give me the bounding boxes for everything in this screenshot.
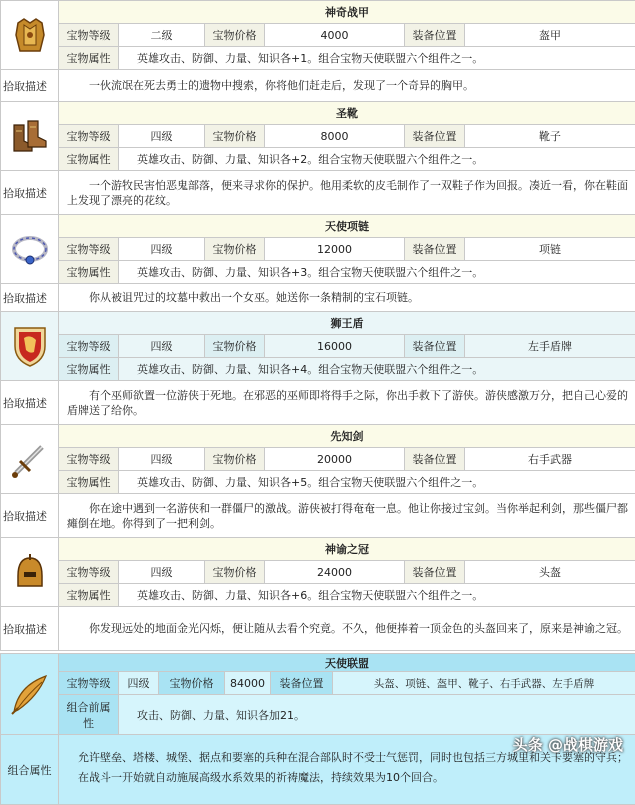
item-icon-cell bbox=[1, 538, 59, 607]
pickup-text: 你从被诅咒过的坟墓中救出一个女巫。她送你一条精制的宝石项链。 bbox=[59, 284, 635, 312]
slot-label: 装备位置 bbox=[405, 125, 465, 148]
price-label: 宝物价格 bbox=[205, 448, 265, 471]
combo-desc-line-2: 在战斗一开始就自动施展高级水系效果的祈祷魔法，持续效果为10个回合。 bbox=[67, 770, 629, 786]
attr-value: 英雄攻击、防御、力量、知识各+4。组合宝物天使联盟六个组件之一。 bbox=[119, 358, 635, 381]
level-label: 宝物等级 bbox=[59, 125, 119, 148]
item-icon-cell bbox=[1, 102, 59, 171]
item-icon-cell bbox=[1, 215, 59, 284]
pickup-label: 拾取描述 bbox=[1, 607, 59, 651]
pickup-label: 拾取描述 bbox=[1, 284, 59, 312]
pickup-text: 有个巫师欲置一位游侠于死地。在邪恶的巫师即将得手之际，你出手救下了游侠。游侠感激万分，把自己心爱的盾牌送了给你。 bbox=[59, 381, 635, 425]
slot-value: 项链 bbox=[465, 238, 635, 261]
item-attr-row bbox=[1, 584, 635, 607]
price-label: 宝物价格 bbox=[205, 238, 265, 261]
slot-label: 装备位置 bbox=[405, 335, 465, 358]
combo-attr-label: 组合属性 bbox=[1, 735, 59, 805]
level-label: 宝物等级 bbox=[59, 24, 119, 47]
pickup-label: 拾取描述 bbox=[1, 381, 59, 425]
slot-label: 装备位置 bbox=[405, 238, 465, 261]
level-value: 四级 bbox=[119, 238, 205, 261]
pickup-text: 一伙流氓在死去勇士的遗物中搜索，你将他们赶走后，发现了一个奇异的胸甲。 bbox=[59, 70, 635, 102]
watermark: 头条 @战棋游戏 bbox=[513, 734, 623, 755]
attr-value: 英雄攻击、防御、力量、知识各+6。组合宝物天使联盟六个组件之一。 bbox=[119, 584, 635, 607]
item-name: 先知剑 bbox=[59, 425, 635, 448]
helmet-icon bbox=[12, 552, 48, 592]
item-info-row bbox=[1, 335, 635, 358]
level-value: 四级 bbox=[119, 125, 205, 148]
slot-value: 头盔 bbox=[465, 561, 635, 584]
boots-icon bbox=[10, 119, 50, 153]
combo-price: 84000 bbox=[225, 672, 271, 695]
slot-label: 装备位置 bbox=[405, 24, 465, 47]
level-value: 四级 bbox=[119, 335, 205, 358]
combo-title-row bbox=[1, 654, 635, 672]
angel-feather-icon bbox=[8, 672, 52, 716]
price-value: 8000 bbox=[265, 125, 405, 148]
pickup-text: 你发现远处的地面金光闪烁，便让随从去看个究竟。不久，他便捧着一顶金色的头盔回来了，原来是神谕之冠。 bbox=[59, 607, 635, 651]
item-icon-cell bbox=[1, 425, 59, 494]
breastplate-icon bbox=[10, 15, 50, 55]
slot-value: 靴子 bbox=[465, 125, 635, 148]
combo-name: 天使联盟 bbox=[59, 654, 635, 672]
attr-label: 宝物属性 bbox=[59, 148, 119, 171]
combo-level: 四级 bbox=[119, 672, 159, 695]
price-label: 宝物价格 bbox=[205, 24, 265, 47]
level-value: 四级 bbox=[119, 448, 205, 471]
attr-label: 宝物属性 bbox=[59, 584, 119, 607]
item-name: 神奇战甲 bbox=[59, 1, 635, 24]
item-title-row bbox=[1, 312, 635, 335]
item-attr-row bbox=[1, 358, 635, 381]
sword-icon bbox=[10, 439, 50, 479]
attr-value: 英雄攻击、防御、力量、知识各+5。组合宝物天使联盟六个组件之一。 bbox=[119, 471, 635, 494]
attr-value: 英雄攻击、防御、力量、知识各+1。组合宝物天使联盟六个组件之一。 bbox=[119, 47, 635, 70]
combo-pre-attr-value: 攻击、防御、力量、知识各加21。 bbox=[119, 695, 635, 735]
item-icon-cell bbox=[1, 1, 59, 70]
attr-label: 宝物属性 bbox=[59, 471, 119, 494]
item-title-row bbox=[1, 425, 635, 448]
item-info-row bbox=[1, 24, 635, 47]
item-title-row bbox=[1, 215, 635, 238]
lion-shield-icon bbox=[12, 324, 48, 368]
attr-value: 英雄攻击、防御、力量、知识各+3。组合宝物天使联盟六个组件之一。 bbox=[119, 261, 635, 284]
necklace-icon bbox=[10, 232, 50, 266]
price-label: 宝物价格 bbox=[205, 561, 265, 584]
price-value: 12000 bbox=[265, 238, 405, 261]
combo-desc-line-1: 允许壁垒、塔楼、城堡、据点和要塞的兵种在混合部队时不受士气惩罚，同时也包括三方城里和关卡要塞的守兵； bbox=[67, 750, 629, 766]
combo-pre-attr-row bbox=[1, 695, 635, 735]
pickup-text: 一个游牧民害怕恶鬼部落，便来寻求你的保护。他用柔软的皮毛制作了一双鞋子作为回报。凑近一看，你在鞋面上发现了漂亮的花纹。 bbox=[59, 171, 635, 215]
attr-label: 宝物属性 bbox=[59, 47, 119, 70]
item-attr-row bbox=[1, 471, 635, 494]
pickup-text: 你在途中遇到一名游侠和一群僵尸的激战。游侠被打得奄奄一息。他让你接过宝剑。当你举起利剑，那些僵尸都瘫倒在地。你得到了一把利剑。 bbox=[59, 494, 635, 538]
item-name: 狮王盾 bbox=[59, 312, 635, 335]
combo-pre-attr-label: 组合前属性 bbox=[59, 695, 119, 735]
price-value: 24000 bbox=[265, 561, 405, 584]
pickup-label: 拾取描述 bbox=[1, 171, 59, 215]
item-title-row bbox=[1, 102, 635, 125]
pickup-label: 拾取描述 bbox=[1, 70, 59, 102]
level-label: 宝物等级 bbox=[59, 335, 119, 358]
combo-slot: 头盔、项链、盔甲、靴子、右手武器、左手盾牌 bbox=[333, 672, 635, 695]
item-title-row bbox=[1, 1, 635, 24]
slot-label: 装备位置 bbox=[271, 672, 333, 695]
pickup-label: 拾取描述 bbox=[1, 494, 59, 538]
item-name: 天使项链 bbox=[59, 215, 635, 238]
slot-label: 装备位置 bbox=[405, 448, 465, 471]
level-label: 宝物等级 bbox=[59, 672, 119, 695]
level-label: 宝物等级 bbox=[59, 448, 119, 471]
item-attr-row bbox=[1, 261, 635, 284]
price-label: 宝物价格 bbox=[205, 125, 265, 148]
item-info-row bbox=[1, 238, 635, 261]
item-pickup-row bbox=[1, 381, 635, 425]
level-value: 二级 bbox=[119, 24, 205, 47]
item-pickup-row bbox=[1, 494, 635, 538]
level-label: 宝物等级 bbox=[59, 238, 119, 261]
item-attr-row bbox=[1, 148, 635, 171]
price-value: 20000 bbox=[265, 448, 405, 471]
combo-icon-cell bbox=[1, 654, 59, 735]
combo-info-row bbox=[1, 672, 635, 695]
slot-value: 右手武器 bbox=[465, 448, 635, 471]
attr-label: 宝物属性 bbox=[59, 261, 119, 284]
attr-label: 宝物属性 bbox=[59, 358, 119, 381]
price-label: 宝物价格 bbox=[159, 672, 225, 695]
level-value: 四级 bbox=[119, 561, 205, 584]
price-value: 16000 bbox=[265, 335, 405, 358]
item-pickup-row bbox=[1, 607, 635, 651]
item-info-row bbox=[1, 448, 635, 471]
item-info-row bbox=[1, 125, 635, 148]
item-attr-row bbox=[1, 47, 635, 70]
combo-table bbox=[0, 653, 635, 805]
item-name: 神谕之冠 bbox=[59, 538, 635, 561]
item-pickup-row bbox=[1, 70, 635, 102]
slot-value: 盔甲 bbox=[465, 24, 635, 47]
price-value: 4000 bbox=[265, 24, 405, 47]
item-pickup-row bbox=[1, 284, 635, 312]
attr-value: 英雄攻击、防御、力量、知识各+2。组合宝物天使联盟六个组件之一。 bbox=[119, 148, 635, 171]
item-info-row bbox=[1, 561, 635, 584]
level-label: 宝物等级 bbox=[59, 561, 119, 584]
price-label: 宝物价格 bbox=[205, 335, 265, 358]
item-pickup-row bbox=[1, 171, 635, 215]
slot-label: 装备位置 bbox=[405, 561, 465, 584]
slot-value: 左手盾牌 bbox=[465, 335, 635, 358]
item-title-row bbox=[1, 538, 635, 561]
item-name: 圣靴 bbox=[59, 102, 635, 125]
item-icon-cell bbox=[1, 312, 59, 381]
